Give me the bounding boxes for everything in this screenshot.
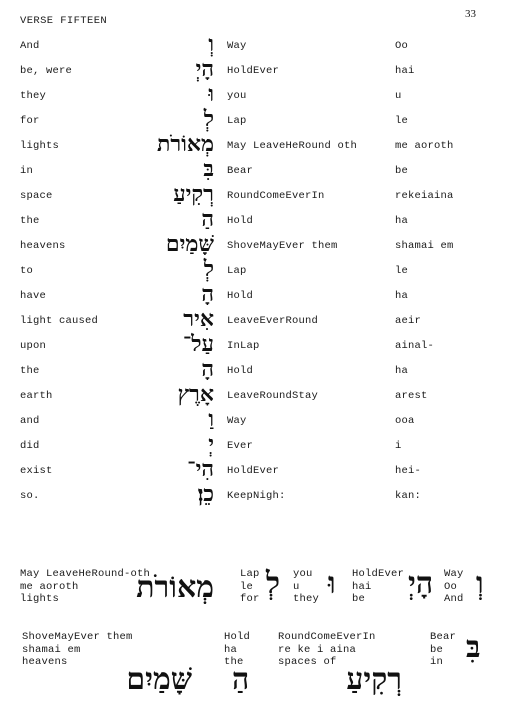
compound-word: RoundComeEverIn bbox=[227, 190, 325, 202]
text-block: Lap le for bbox=[240, 568, 260, 605]
compound-word: HoldEver bbox=[227, 65, 280, 77]
text-block: RoundComeEverIn re ke i aina spaces of bbox=[278, 631, 376, 668]
sound-word: le bbox=[395, 265, 409, 277]
sound-word: rekeiaina bbox=[395, 190, 454, 202]
sound-word: u bbox=[395, 90, 402, 102]
hebrew-word: לְ bbox=[203, 256, 214, 282]
sound-word: shamai em bbox=[395, 240, 454, 252]
english-word: the bbox=[20, 215, 40, 227]
compound-word: LeaveEverRound bbox=[227, 315, 319, 327]
hebrew-word: עַל־ bbox=[182, 331, 214, 357]
text-block: Way Oo And bbox=[444, 568, 464, 605]
text-block: ShoveMayEver them shamai em heavens bbox=[22, 631, 133, 668]
hebrew-word: לְ bbox=[266, 566, 281, 601]
compound-word: ShoveMayEver them bbox=[227, 240, 338, 252]
sound-word: hei- bbox=[395, 465, 422, 477]
sound-word: le bbox=[395, 115, 409, 127]
hebrew-word: הָ bbox=[201, 356, 214, 382]
hebrew-word: הַ bbox=[232, 662, 250, 697]
compound-word: HoldEver bbox=[227, 465, 280, 477]
sound-word: i bbox=[395, 440, 402, 452]
text-block: you u they bbox=[293, 568, 320, 605]
hebrew-word: הָיְ bbox=[408, 566, 434, 601]
compound-word: InLap bbox=[227, 340, 260, 352]
english-word: for bbox=[20, 115, 40, 127]
hebrew-word: וּ bbox=[328, 566, 336, 601]
sound-word: ha bbox=[395, 290, 409, 302]
english-word: they bbox=[20, 90, 47, 102]
hebrew-word: וּ bbox=[208, 81, 214, 107]
compound-word: Hold bbox=[227, 365, 254, 377]
hebrew-word: הָ bbox=[201, 281, 214, 307]
hebrew-word: רְקִיעַ bbox=[346, 662, 402, 697]
sound-word: kan: bbox=[395, 490, 422, 502]
sound-word: ainal- bbox=[395, 340, 435, 352]
hebrew-word: רְקִיעַ bbox=[173, 181, 214, 207]
text-block: Hold ha the bbox=[224, 631, 251, 668]
compound-word: Way bbox=[227, 415, 247, 427]
hebrew-word: בִּ bbox=[466, 630, 481, 665]
hebrew-word: הִי־ bbox=[187, 456, 214, 482]
hebrew-word: מְאוֹרֹת bbox=[156, 131, 214, 157]
sound-word: be bbox=[395, 165, 409, 177]
sound-word: ooa bbox=[395, 415, 415, 427]
compound-word: Ever bbox=[227, 440, 254, 452]
compound-word: Way bbox=[227, 40, 247, 52]
hebrew-word: שָּׁמַיִם bbox=[126, 662, 192, 697]
sound-word: ha bbox=[395, 365, 409, 377]
text-block: May LeaveHeRound-oth me aoroth lights bbox=[20, 568, 151, 605]
english-word: upon bbox=[20, 340, 47, 352]
hebrew-word: מְאוֹרֹת bbox=[136, 570, 214, 605]
sound-word: hai bbox=[395, 65, 415, 77]
english-word: and bbox=[20, 415, 40, 427]
english-word: lights bbox=[20, 140, 60, 152]
sound-word: Oo bbox=[395, 40, 409, 52]
compound-word: Hold bbox=[227, 215, 254, 227]
sound-word: arest bbox=[395, 390, 428, 402]
english-word: the bbox=[20, 365, 40, 377]
compound-word: Hold bbox=[227, 290, 254, 302]
compound-word: KeepNigh: bbox=[227, 490, 286, 502]
hebrew-word: וַ bbox=[208, 406, 214, 432]
page-title: VERSE FIFTEEN bbox=[20, 15, 108, 27]
hebrew-word: אִיר bbox=[183, 306, 214, 332]
hebrew-word: אָרֶץ bbox=[177, 381, 214, 407]
english-word: light caused bbox=[20, 315, 99, 327]
page-number: 33 bbox=[465, 8, 476, 20]
english-word: in bbox=[20, 165, 34, 177]
english-word: have bbox=[20, 290, 47, 302]
hebrew-word: יְ bbox=[208, 431, 214, 457]
hebrew-word: הָיְ bbox=[195, 56, 214, 82]
english-word: be, were bbox=[20, 65, 73, 77]
text-block: HoldEver hai be bbox=[352, 568, 405, 605]
english-word: did bbox=[20, 440, 40, 452]
hebrew-word: בִּ bbox=[203, 156, 214, 182]
compound-word: Lap bbox=[227, 265, 247, 277]
english-word: earth bbox=[20, 390, 53, 402]
compound-word: May LeaveHeRound oth bbox=[227, 140, 358, 152]
hebrew-word: כֵן׃ bbox=[197, 481, 214, 507]
hebrew-word: לְ bbox=[203, 106, 214, 132]
sound-word: ha bbox=[395, 215, 409, 227]
hebrew-word: וְ bbox=[208, 31, 214, 57]
sound-word: aeir bbox=[395, 315, 422, 327]
hebrew-word: וְ bbox=[476, 566, 484, 601]
hebrew-word: שָּׁמַיִם bbox=[165, 231, 214, 257]
english-word: And bbox=[20, 40, 40, 52]
compound-word: you bbox=[227, 90, 247, 102]
english-word: space bbox=[20, 190, 53, 202]
compound-word: Bear bbox=[227, 165, 254, 177]
hebrew-word: הַ bbox=[201, 206, 214, 232]
compound-word: Lap bbox=[227, 115, 247, 127]
sound-word: me aoroth bbox=[395, 140, 454, 152]
english-word: heavens bbox=[20, 240, 66, 252]
english-word: exist bbox=[20, 465, 53, 477]
english-word: to bbox=[20, 265, 34, 277]
compound-word: LeaveRoundStay bbox=[227, 390, 319, 402]
english-word: so. bbox=[20, 490, 40, 502]
text-block: Bear be in bbox=[430, 631, 457, 668]
